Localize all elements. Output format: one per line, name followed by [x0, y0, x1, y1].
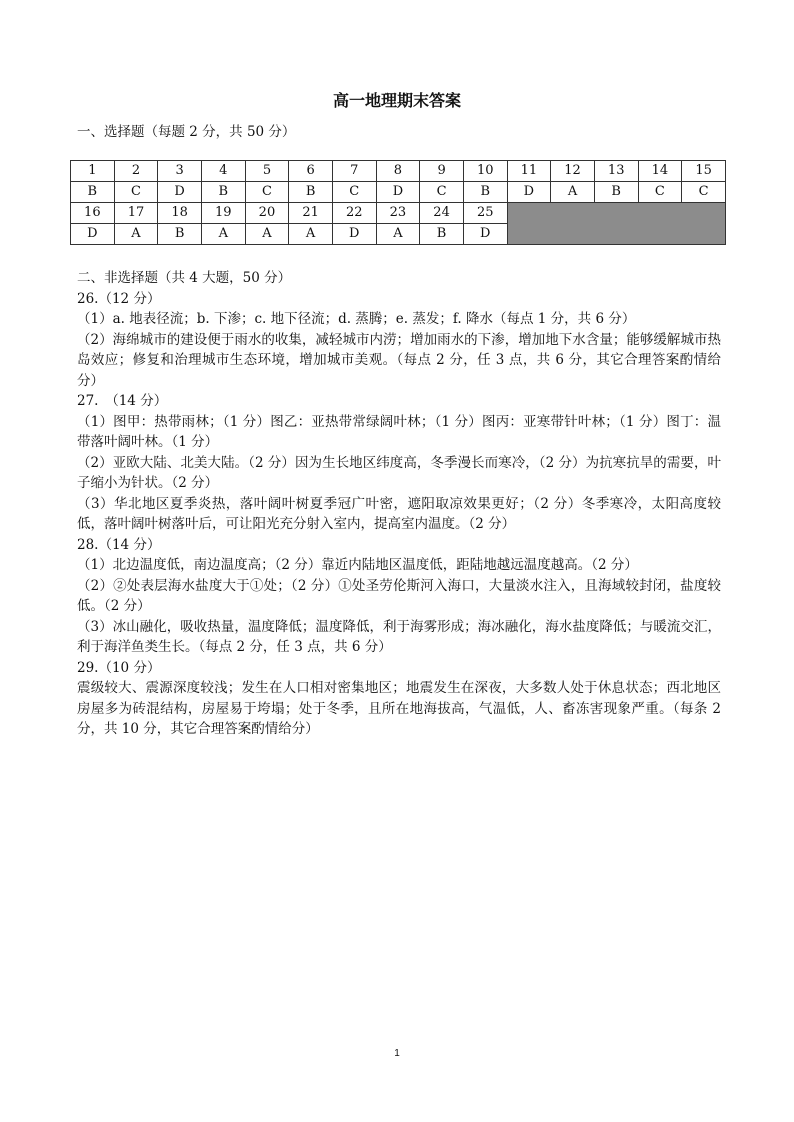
answer-paragraph: （1）图甲：热带雨林；（1 分）图乙：亚热带常绿阔叶林；（1 分）图丙：亚寒带针叶林；（1 分）图丁：温带落叶阔叶林。（1 分）	[77, 413, 721, 450]
question-number-cell: 18	[158, 203, 202, 224]
page-number: 1	[394, 1048, 400, 1059]
question-heading: 27. （14 分）	[77, 393, 168, 409]
section-multiple-choice-heading: 一、选择题（每题 2 分，共 50 分）	[77, 124, 296, 140]
question-number-cell: 2	[114, 161, 158, 182]
question-number-cell: 12	[551, 161, 595, 182]
answer-cell: B	[201, 182, 245, 203]
answer-cell: B	[420, 224, 464, 245]
answer-cell: B	[158, 224, 202, 245]
answer-cell: D	[463, 224, 507, 245]
question-number-cell: 24	[420, 203, 464, 224]
answer-cell: C	[682, 182, 726, 203]
answer-cell: C	[638, 182, 682, 203]
answer-cell: C	[332, 182, 376, 203]
table-row	[71, 182, 726, 203]
question-number-cell: 14	[638, 161, 682, 182]
answer-cell: A	[376, 224, 420, 245]
table-row	[71, 161, 726, 182]
table-row	[71, 203, 726, 224]
answer-table	[70, 160, 726, 245]
section-heading: 二、非选择题（共 4 大题，50 分）	[77, 270, 292, 286]
question-number-cell: 4	[201, 161, 245, 182]
question-number-cell: 10	[463, 161, 507, 182]
question-number-cell: 17	[114, 203, 158, 224]
question-number-cell: 13	[594, 161, 638, 182]
answer-cell: D	[376, 182, 420, 203]
question-heading: 29.（10 分）	[77, 659, 161, 676]
answer-cell: D	[332, 224, 376, 245]
answer-paragraph: （3）华北地区夏季炎热，落叶阔叶树夏季冠广叶密，遮阳取凉效果更好；（2 分）冬季寒冷，太阳高度较低，落叶阔叶树落叶后，可让阳光充分射入室内，提高室内温度。（2 分）	[77, 495, 721, 532]
answer-cell: A	[201, 224, 245, 245]
answer-body	[77, 268, 721, 740]
answer-paragraph: （3）冰山融化，吸收热量，温度降低；温度降低，利于海雾形成；海冰融化，海水盐度降低；与暖流交汇，利于海洋鱼类生长。（每点 2 分，任 3 点，共 6 分）	[77, 618, 721, 655]
question-number-cell: 16	[71, 203, 115, 224]
question-number-cell: 19	[201, 203, 245, 224]
answer-paragraph: 震级较大、震源深度较浅；发生在人口相对密集地区；地震发生在深夜，大多数人处于休息状态；西北地区房屋多为砖混结构，房屋易于垮塌；处于冬季，且所在地海拔高，气温低，人、畜冻害现象严重。（每条 2 分，共 10 分，其它合理答案酌情给分）	[77, 680, 721, 737]
question-number-cell: 23	[376, 203, 420, 224]
question-number-cell: 3	[158, 161, 202, 182]
question-number-cell: 8	[376, 161, 420, 182]
answer-cell: A	[114, 224, 158, 245]
question-number-cell: 9	[420, 161, 464, 182]
answer-cell: C	[420, 182, 464, 203]
question-heading: 28.（14 分）	[77, 536, 161, 553]
answer-cell: B	[289, 182, 333, 203]
answer-paragraph: （1）a. 地表径流；b. 下渗；c. 地下径流；d. 蒸腾；e. 蒸发；f. 降水（每点 1 分，共 6 分）	[77, 311, 636, 327]
question-number-cell: 7	[332, 161, 376, 182]
page-title: 高一地理期末答案	[332, 91, 461, 110]
answer-cell: B	[463, 182, 507, 203]
answer-paragraph: （2）海绵城市的建设便于雨水的收集，减轻城市内涝；增加雨水的下渗，增加地下水含量；能够缓解城市热岛效应；修复和治理城市生态环境，增加城市美观。（每点 2 分，任 3 点，共 6 分，其它合理答案酌情给分）	[77, 331, 721, 389]
answer-cell: D	[507, 182, 551, 203]
question-number-cell: 15	[682, 161, 726, 182]
answer-cell: B	[71, 182, 115, 203]
question-number-cell: 6	[289, 161, 333, 182]
answer-cell: A	[289, 224, 333, 245]
question-number-cell: 5	[245, 161, 289, 182]
answer-paragraph: （2）亚欧大陆、北美大陆。（2 分）因为生长地区纬度高，冬季漫长而寒冷，（2 分）为抗寒抗旱的需要，叶子缩小为针状。（2 分）	[77, 454, 721, 491]
question-number-cell: 11	[507, 161, 551, 182]
answer-cell: A	[245, 224, 289, 245]
answer-cell: D	[71, 224, 115, 245]
question-number-cell: 1	[71, 161, 115, 182]
question-number-cell: 25	[463, 203, 507, 224]
question-heading: 26.（12 分）	[77, 290, 161, 307]
answer-cell: A	[551, 182, 595, 203]
answer-cell: D	[158, 182, 202, 203]
question-number-cell: 20	[245, 203, 289, 224]
shaded-empty-cell	[507, 203, 725, 245]
answer-cell: C	[114, 182, 158, 203]
question-number-cell: 21	[289, 203, 333, 224]
answer-paragraph: （1）北边温度低，南边温度高；（2 分）靠近内陆地区温度低，距陆地越远温度越高。（2 分）	[77, 557, 638, 573]
question-number-cell: 22	[332, 203, 376, 224]
answer-cell: B	[594, 182, 638, 203]
answer-paragraph: （2）②处表层海水盐度大于①处；（2 分）①处圣劳伦斯河入海口，大量淡水注入，且海域较封闭，盐度较低。（2 分）	[77, 577, 721, 614]
answer-cell: C	[245, 182, 289, 203]
